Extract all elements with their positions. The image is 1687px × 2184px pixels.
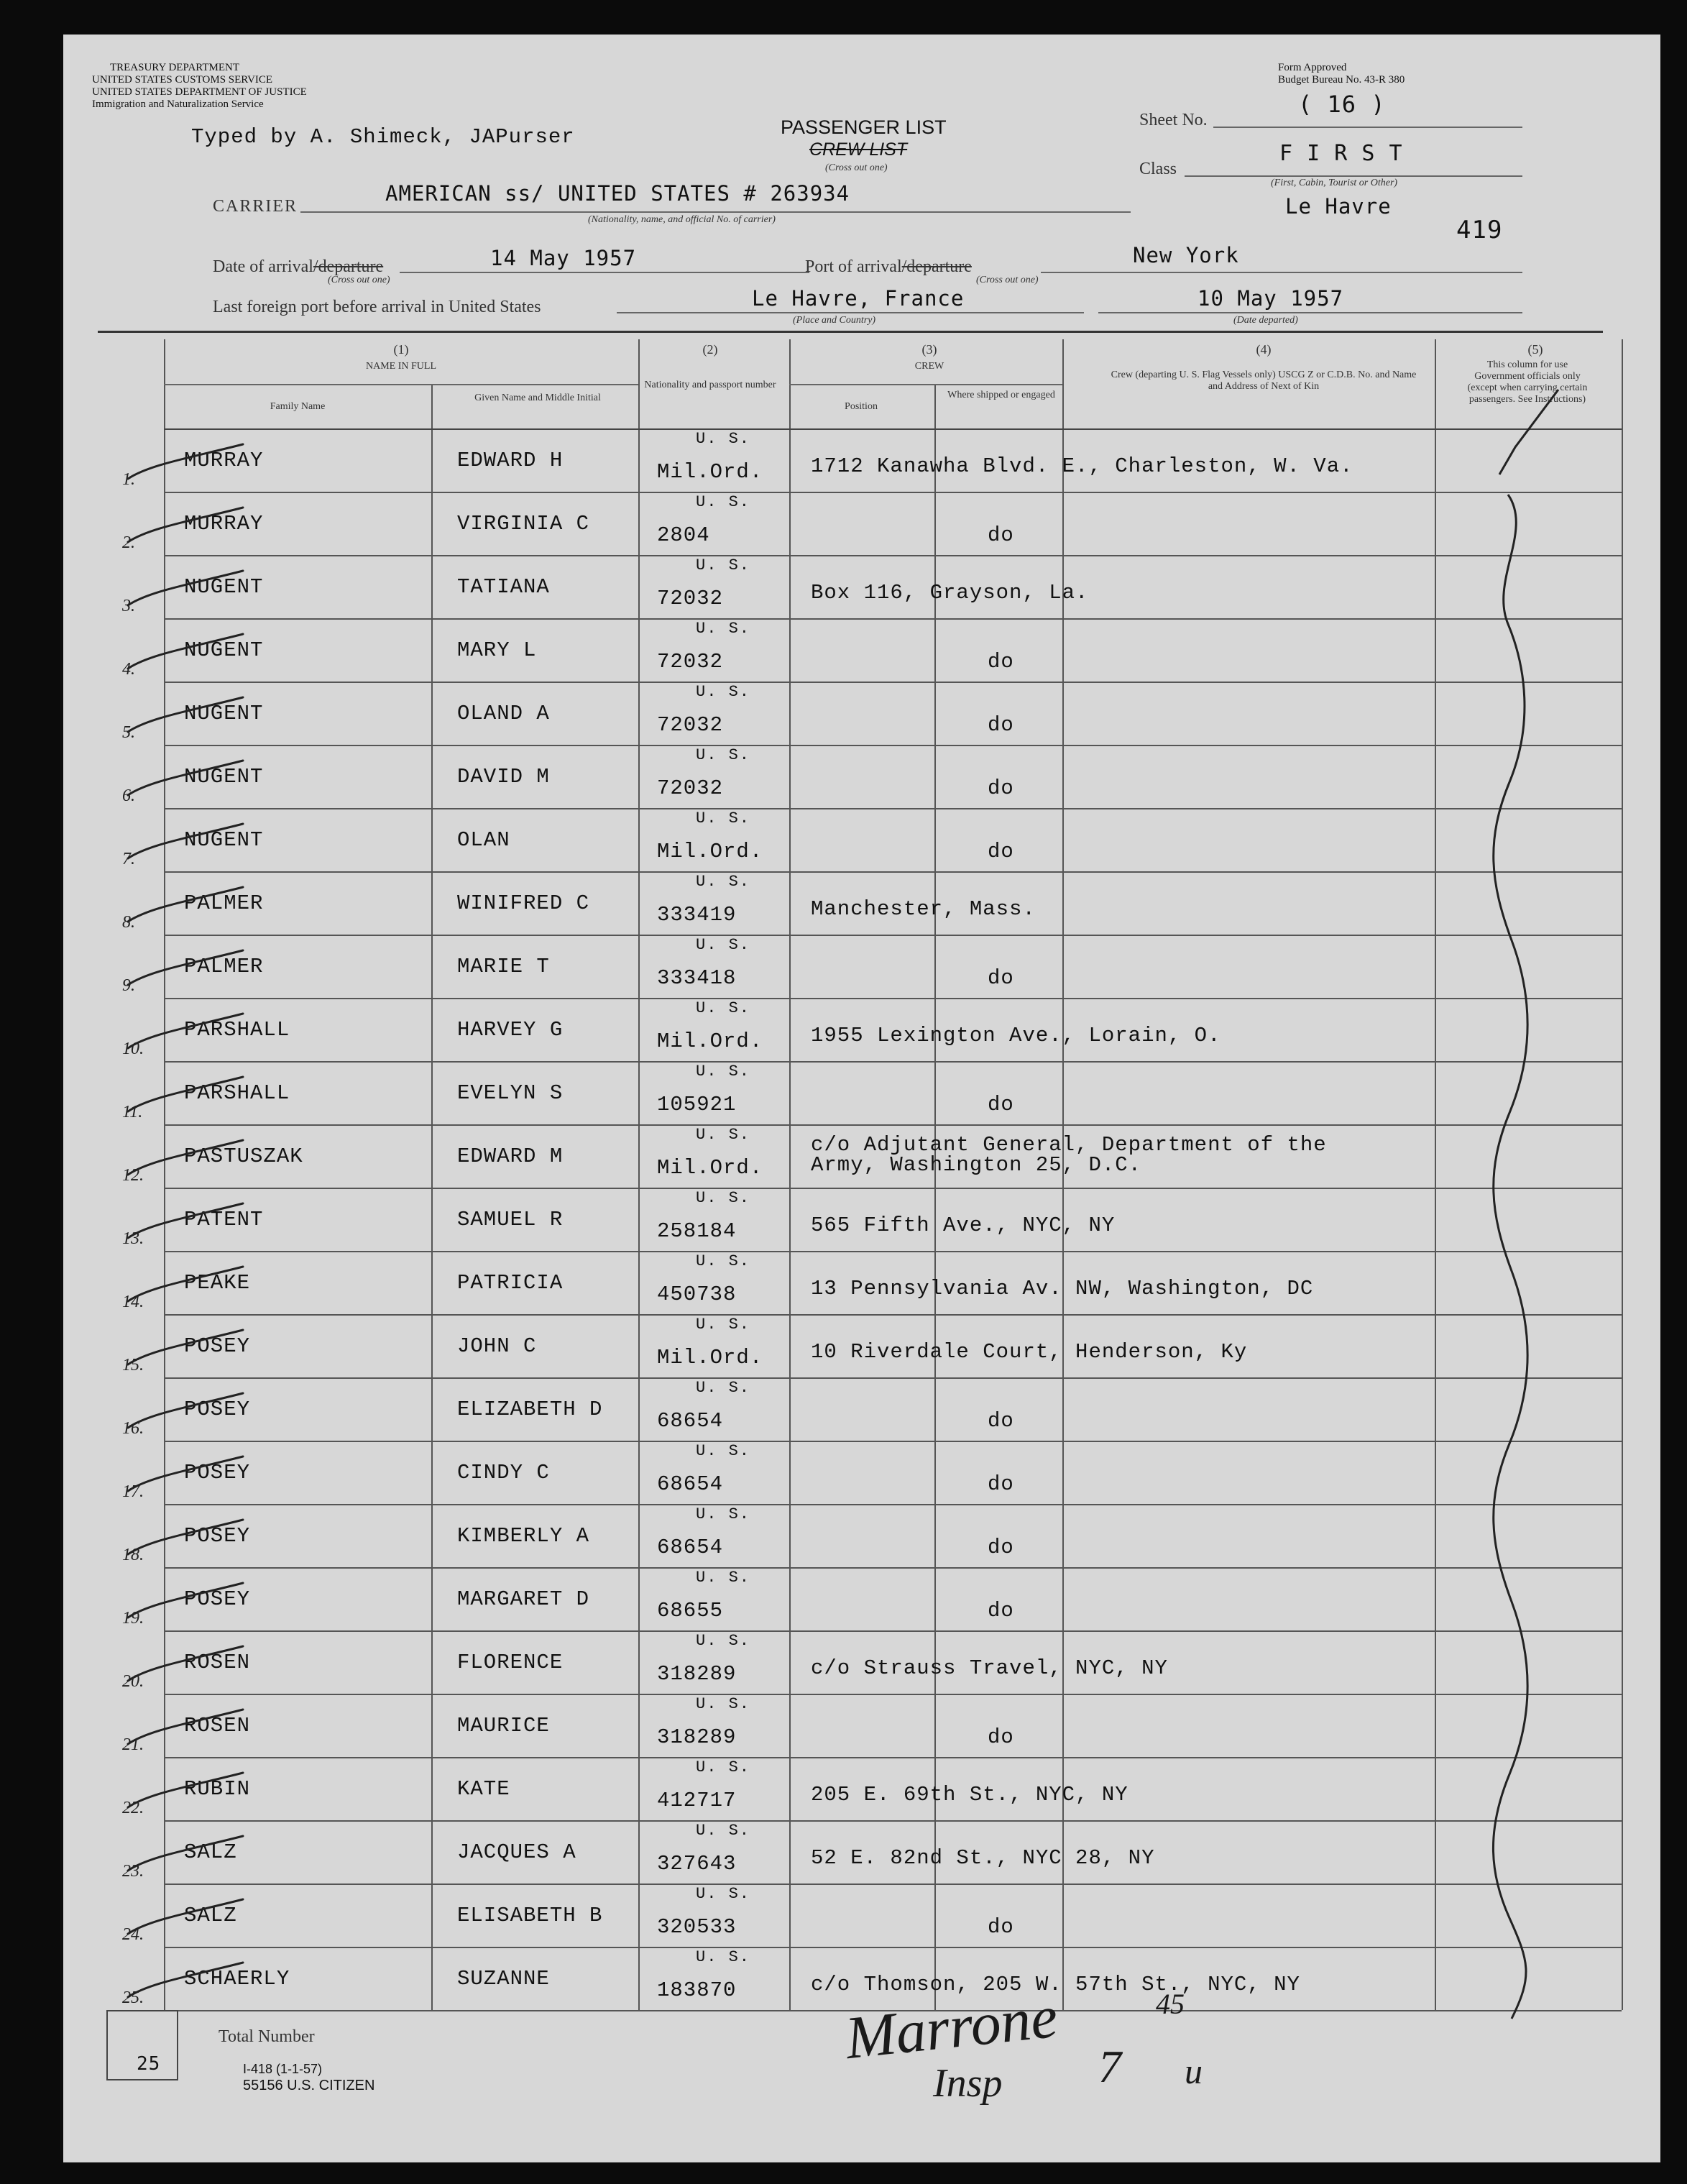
inspector-title: Insp [933,2061,1003,2106]
nationality: U. S. [696,873,751,891]
family-name: PALMER [184,891,264,915]
last-port-label: Last foreign port before arrival in United States [213,298,541,316]
nationality: U. S. [696,1063,751,1080]
passport-number: 68654 [657,1409,724,1433]
row-number: 19. [122,1609,144,1628]
checkmark-icon [128,508,243,542]
nationality: U. S. [696,1569,751,1587]
row-number: 20. [122,1672,144,1691]
given-name: FLORENCE [457,1651,564,1674]
page-number: 419 [1456,216,1503,244]
next-of-kin-address-line2: Army, Washington 25, D.C. [811,1153,1142,1177]
checkmark-icon [128,824,243,858]
checkmark-icon [128,1456,243,1491]
given-name: EVELYN S [457,1081,564,1105]
row-number: 17. [122,1482,144,1501]
nationality-header: Nationality and passport number [644,380,776,390]
next-of-kin-address: Manchester, Mass. [811,897,1036,921]
family-name: SALZ [184,1904,237,1927]
family-name: PEAKE [184,1271,251,1295]
family-name: POSEY [184,1587,251,1611]
row-number: 2. [122,533,135,552]
row-number: 7. [122,850,135,868]
given-name: PATRICIA [457,1271,564,1295]
given-name: EDWARD M [457,1144,564,1168]
carrier-caption: (Nationality, name, and official No. of carrier) [588,214,776,225]
family-name: ROSEN [184,1714,251,1738]
port-cross-caption: (Cross out one) [976,275,1039,285]
next-of-kin-header: Crew (departing U. S. Flag Vessels only) USCG Z or C.D.B. No. and Name and Address of Next of Kin [1111,370,1417,392]
next-of-kin-address: c/o Adjutant General, Department of the [811,1133,1327,1157]
crew-header: CREW [914,361,944,372]
passport-number: 72032 [657,587,724,610]
nationality: U. S. [696,683,751,701]
next-of-kin-address: 1712 Kanawha Blvd. E., Charleston, W. Va. [811,454,1353,478]
form-title: PASSENGER LIST [781,116,947,138]
given-name: DAVID M [457,765,550,789]
form-number: I-418 (1-1-57) [243,2062,323,2076]
address-ditto: do [988,1472,1014,1496]
form-code: 55156 U.S. CITIZEN [243,2078,375,2093]
nationality: U. S. [696,493,751,511]
family-name: POSEY [184,1524,251,1548]
next-of-kin-address: 1955 Lexington Ave., Lorain, O. [811,1024,1221,1047]
family-name: PARSHALL [184,1018,290,1042]
family-name: MURRAY [184,512,264,536]
family-name: PALMER [184,955,264,978]
checkmark-icon [128,1773,243,1807]
class-value: F I R S T [1279,141,1403,166]
checkmark-icon [128,1140,243,1175]
date-departed-caption: (Date departed) [1233,315,1298,326]
row-number: 18. [122,1546,144,1564]
given-name: HARVEY G [457,1018,564,1042]
address-ditto: do [988,1725,1014,1749]
nationality: U. S. [696,1316,751,1334]
agency-line: UNITED STATES CUSTOMS SERVICE [92,74,273,86]
class-port: Le Havre [1285,194,1392,219]
given-name: OLAN [457,828,510,852]
nationality: U. S. [696,936,751,954]
family-name: NUGENT [184,702,264,725]
nationality: U. S. [696,1379,751,1397]
passport-number: 68655 [657,1599,724,1623]
family-name: RUBIN [184,1777,251,1801]
place-caption: (Place and Country) [793,315,876,326]
given-name: WINIFRED C [457,891,590,915]
family-name: NUGENT [184,575,264,599]
row-number: 15. [122,1356,144,1375]
nationality: U. S. [696,1442,751,1460]
row-number: 1. [122,470,135,489]
given-name: ELISABETH B [457,1904,603,1927]
checkmark-icon [128,950,243,985]
next-of-kin-address: 205 E. 69th St., NYC, NY [811,1783,1129,1807]
date-departed: 10 May 1957 [1198,286,1344,311]
checkmark-icon [128,1583,243,1618]
given-name: MAURICE [457,1714,550,1738]
nationality: U. S. [696,430,751,448]
passport-number: 318289 [657,1662,737,1686]
cross-out-caption: (Cross out one) [825,162,888,173]
address-ditto: do [988,713,1014,737]
agency-line: TREASURY DEPARTMENT [109,62,240,73]
family-name-header: Family Name [270,401,326,412]
checkmark-icon [128,571,243,605]
family-name: SALZ [184,1840,237,1864]
col1-number: (1) [393,342,409,357]
date-struck: /departure [313,257,384,276]
family-name: PASTUSZAK [184,1144,303,1168]
nationality: U. S. [696,1252,751,1270]
given-name: SAMUEL R [457,1208,564,1231]
family-name: SCHAERLY [184,1967,290,1991]
port-label: Port of arrival/departure [805,257,972,276]
next-of-kin-address: c/o Strauss Travel, NYC, NY [811,1656,1168,1680]
nationality: U. S. [696,999,751,1017]
checkmark-icon [128,1646,243,1681]
passport-number: 183870 [657,1978,737,2002]
col3-number: (3) [921,342,937,357]
checkmark-icon [128,887,243,922]
passport-number: 333418 [657,966,737,990]
checkmark-icon [128,1710,243,1744]
given-name: VIRGINIA C [457,512,590,536]
address-ditto: do [988,1409,1014,1433]
class-caption: (First, Cabin, Tourist or Other) [1271,178,1398,188]
typed-by: Typed by A. Shimeck, JAPurser [191,125,575,149]
nationality: U. S. [696,1948,751,1966]
verification-wavy-line [1493,495,1527,2019]
row-number: 25. [122,1988,144,2007]
form-approved: Form Approved [1278,62,1347,73]
checkmark-icon [128,1899,243,1934]
given-name: TATIANA [457,575,550,599]
nationality: U. S. [696,1126,751,1144]
passport-number: 412717 [657,1789,737,1812]
crew-list-struck: CREW LIST [809,139,908,160]
checkmark-icon [128,697,243,732]
row-number: 6. [122,786,135,805]
passport-number: 72032 [657,713,724,737]
checkmark-icon [128,1203,243,1238]
family-name: PARSHALL [184,1081,290,1105]
family-name: NUGENT [184,828,264,852]
row-number: 4. [122,660,135,679]
row-number: 13. [122,1229,144,1248]
col2-number: (2) [702,342,718,357]
passport-number: Mil.Ord. [657,840,763,863]
nationality: U. S. [696,1758,751,1776]
row-number: 24. [122,1925,144,1944]
total-number-label: Total Number [219,2027,315,2046]
port-struck: /departure [901,257,972,276]
address-ditto: do [988,1093,1014,1116]
family-name: ROSEN [184,1651,251,1674]
row-number: 12. [122,1166,144,1185]
checkmark-icon [128,761,243,795]
checkmark-icon [128,444,243,479]
nationality: U. S. [696,620,751,638]
address-ditto: do [988,840,1014,863]
nationality: U. S. [696,746,751,764]
date-label: Date of arrival/departure [213,257,384,276]
passport-number: Mil.Ord. [657,1029,763,1053]
given-name: JACQUES A [457,1840,576,1864]
given-name: KATE [457,1777,510,1801]
given-name: OLAND A [457,702,550,725]
address-ditto: do [988,650,1014,674]
nationality: U. S. [696,1189,751,1207]
agency-line: Immigration and Naturalization Service [92,98,264,110]
handwriting-layer [63,35,1660,2162]
checkmark-icon [128,1963,243,1997]
passport-number: 318289 [657,1725,737,1749]
passport-number: 327643 [657,1852,737,1876]
row-number: 10. [122,1040,144,1058]
row-number: 16. [122,1419,144,1438]
address-ditto: do [988,523,1014,547]
class-label: Class [1139,160,1177,178]
family-name: NUGENT [184,765,264,789]
row-number: 3. [122,597,135,615]
row-number: 22. [122,1799,144,1817]
next-of-kin-address: 10 Riverdale Court, Henderson, Ky [811,1340,1248,1364]
last-port-value: Le Havre, France [752,286,965,311]
given-name: KIMBERLY A [457,1524,590,1548]
arrival-date: 14 May 1957 [490,246,637,270]
family-name: NUGENT [184,638,264,662]
nationality: U. S. [696,556,751,574]
row-number: 9. [122,976,135,995]
passport-number: 105921 [657,1093,737,1116]
passport-number: 450738 [657,1283,737,1306]
passport-number: 68654 [657,1472,724,1496]
passport-number: 320533 [657,1915,737,1939]
checkmark-icon [128,1836,243,1871]
agency-line: UNITED STATES DEPARTMENT OF JUSTICE [92,86,307,98]
family-name: MURRAY [184,449,264,472]
checkmark-icon [128,1014,243,1048]
next-of-kin-address: 52 E. 82nd St., NYC 28, NY [811,1846,1155,1870]
family-name: POSEY [184,1334,251,1358]
next-of-kin-address: 13 Pennsylvania Av. NW, Washington, DC [811,1277,1314,1300]
row-number: 8. [122,913,135,932]
given-name: JOHN C [457,1334,537,1358]
row-number: 21. [122,1735,144,1754]
total-number-box [106,2010,178,2080]
nationality: U. S. [696,1505,751,1523]
next-of-kin-address: c/o Thomson, 205 W. 57th St., NYC, NY [811,1973,1300,1996]
row-number: 5. [122,723,135,742]
handwritten-time-sub: u [1185,2051,1203,2091]
given-name: EDWARD H [457,449,564,472]
nationality: U. S. [696,1632,751,1650]
row-number: 23. [122,1862,144,1881]
handwritten-number: 7 [1098,2041,1121,2092]
given-name: CINDY C [457,1461,550,1485]
passport-number: 72032 [657,776,724,800]
next-of-kin-address: 565 Fifth Ave., NYC, NY [811,1213,1116,1237]
row-number: 14. [122,1293,144,1311]
nationality: U. S. [696,1885,751,1903]
given-name: MARGARET D [457,1587,590,1611]
passport-number: 2804 [657,523,710,547]
passport-number: 258184 [657,1219,737,1243]
passport-number: Mil.Ord. [657,460,763,484]
inspector-signature: Marrone [842,1983,1061,2073]
address-ditto: do [988,1536,1014,1559]
handwritten-time: 45 [1156,1988,1185,2020]
family-name: POSEY [184,1398,251,1421]
family-name: PATENT [184,1208,264,1231]
nationality: U. S. [696,1695,751,1713]
given-name: MARY L [457,638,537,662]
nationality: U. S. [696,1822,751,1840]
sheet-label: Sheet No. [1139,111,1208,129]
row-number: 11. [122,1103,143,1121]
address-ditto: do [988,966,1014,990]
sheet-number: ( 16 ) [1298,91,1386,118]
nationality: U. S. [696,809,751,827]
total-number-value: 25 [137,2053,161,2075]
given-name: SUZANNE [457,1967,550,1991]
next-of-kin-address: Box 116, Grayson, La. [811,581,1089,605]
carrier-value: AMERICAN ss/ UNITED STATES # 263934 [385,181,850,206]
address-ditto: do [988,1915,1014,1939]
checkmark-icon [128,1330,243,1364]
checkmark-icon [128,1520,243,1554]
position-header: Position [845,401,878,412]
given-name: MARIE T [457,955,550,978]
arrival-port: New York [1133,243,1239,267]
family-name: POSEY [184,1461,251,1485]
passenger-list-sheet [63,35,1660,2162]
passport-number: Mil.Ord. [657,1156,763,1180]
checkmark-icon [128,634,243,669]
col5-number: (5) [1527,342,1543,357]
budget-bureau: Budget Bureau No. 43-R 380 [1278,74,1405,86]
checkmark-icon [128,1077,243,1111]
checkmark-icon [128,1267,243,1301]
passport-number: 72032 [657,650,724,674]
checkmark-icon [128,1393,243,1428]
carrier-label: CARRIER [213,197,298,216]
given-name: ELIZABETH D [457,1398,603,1421]
where-shipped-header: Where shipped or engaged [947,390,1055,400]
given-name-header: Given Name and Middle Initial [474,393,601,403]
passport-number: 333419 [657,903,737,927]
address-ditto: do [988,776,1014,800]
address-ditto: do [988,1599,1014,1623]
col1-title: NAME IN FULL [366,361,436,372]
passport-number: 68654 [657,1536,724,1559]
government-use-header: This column for use Government officials only (except when carrying certain passengers. See Instructions) [1467,359,1588,405]
date-cross-caption: (Cross out one) [328,275,390,285]
passport-number: Mil.Ord. [657,1346,763,1369]
col4-number: (4) [1256,342,1272,357]
